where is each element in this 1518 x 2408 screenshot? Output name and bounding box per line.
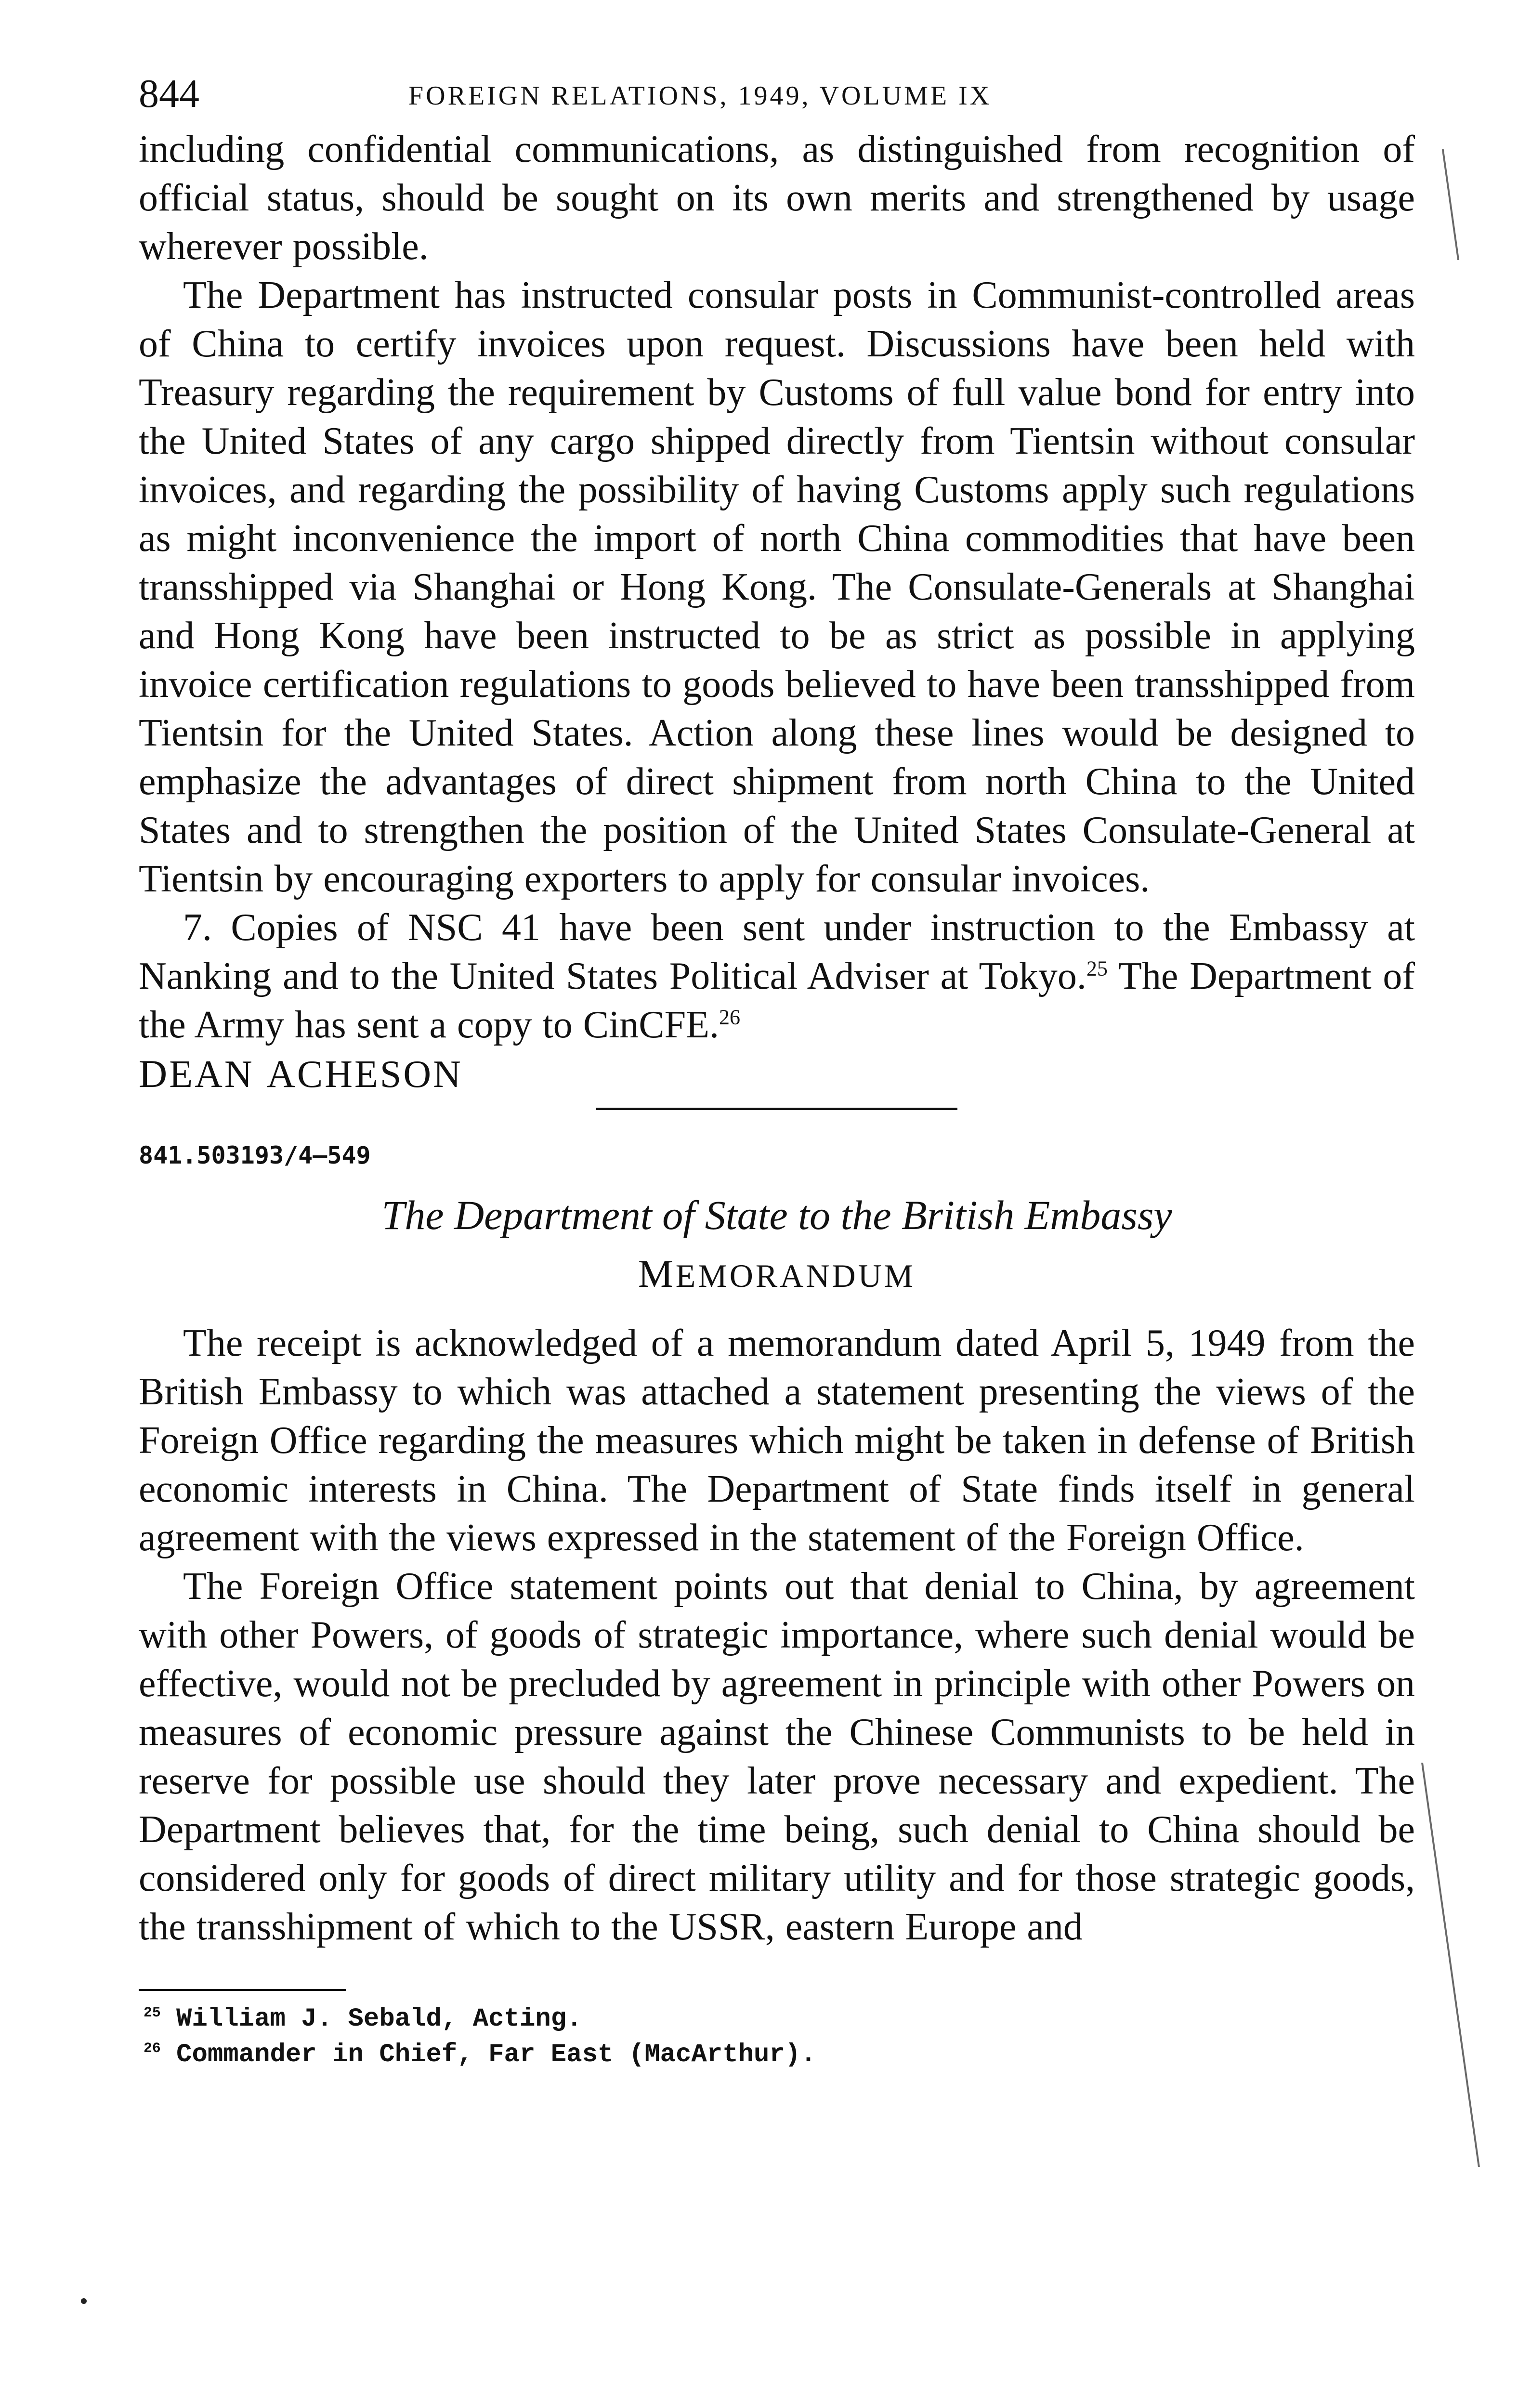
letter-paragraph-copies bbox=[139, 903, 1415, 1049]
file-number: 841.503193/4–549 bbox=[139, 1141, 371, 1169]
running-title: FOREIGN RELATIONS, 1949, VOLUME IX bbox=[408, 81, 992, 111]
copies-text: 7. Copies of NSC 41 have been sent under instruction to the Embassy at Nanking and to the United States Political Adviser at Tokyo. bbox=[139, 906, 1415, 997]
document-subtitle: MEMORANDUM bbox=[638, 1252, 916, 1296]
memo-paragraph-denial: The Foreign Office statement points out that denial to China, by agreement with other Powers, of goods of strategic importance, where such denial would be effective, would not be precluded by agreement in principle with other Powers on measures of economic pressure against the Chinese Communists to be held in reserve for possible use should they later prove necessary and expedient. The Department believes that, for the time being, such denial to China should be considered only for goods of direct military utility and for those strategic goods, the transshipment of which to the USSR, eastern Europe and bbox=[139, 1565, 1415, 1948]
memo-paragraph-receipt: The receipt is acknowledged of a memorandum dated April 5, 1949 from the British Embassy to which was attached a statement presenting the views of the Foreign Office regarding the measures which might be taken in defense of British economic interests in China. The Department of State finds itself in general agreement with the views expressed in the statement of the Foreign Office. bbox=[139, 1322, 1415, 1559]
footnote-item: $^{25}$ William J. Sebald, Acting. bbox=[144, 2004, 582, 2034]
footnote-ref-26: 26 bbox=[719, 1005, 741, 1029]
document-page bbox=[139, 72, 1415, 2073]
signature: DEAN ACHESON bbox=[139, 1052, 463, 1096]
document-title: The Department of State to the British Embassy bbox=[381, 1192, 1172, 1238]
footnotes bbox=[144, 2002, 1415, 2073]
stray-dot bbox=[81, 2298, 87, 2304]
letter-body bbox=[139, 125, 1415, 1099]
margin-pencil-mark bbox=[1432, 149, 1459, 260]
page-number: 844 bbox=[139, 71, 199, 116]
footnote-rule bbox=[139, 1989, 346, 1991]
footnote-ref-25: 25 bbox=[1086, 956, 1108, 981]
letter-paragraph-continued: including confidential communications, as distinguished from recognition of official status, should be sought on its own merits and strengthened by usage wherever possible. bbox=[139, 128, 1415, 268]
memo-body bbox=[139, 1319, 1415, 1951]
margin-pencil-mark bbox=[1412, 1763, 1480, 2167]
section-divider bbox=[596, 1108, 957, 1110]
footnote-item: $^{26}$ Commander in Chief, Far East (MacArthur). bbox=[144, 2040, 816, 2069]
running-head bbox=[139, 72, 1415, 125]
letter-paragraph-invoices: The Department has instructed consular posts in Communist-controlled areas of China to certify invoices upon request. Discussions have been held with Treasury regarding the requirement by Customs of full value bond for entry into the United States of any cargo shipped directly from Tientsin without consular invoices, and regarding the possibility of having Customs apply such regulations as might inconvenience the import of north China commodities that have been transshipped via Shanghai or Hong Kong. The Consulate-Generals at Shanghai and Hong Kong have been instructed to be as strict as possible in applying invoice certification regulations to goods believed to have been transshipped from Tientsin for the United States. Action along these lines would be designed to emphasize the advantages of direct shipment from north China to the United States and to strengthen the position of the United States Consulate-General at Tientsin by encouraging exporters to apply for consular invoices. bbox=[139, 274, 1415, 900]
copies-text-army: The Department of the Army has sent a copy to CinCFE. bbox=[139, 955, 1415, 1046]
